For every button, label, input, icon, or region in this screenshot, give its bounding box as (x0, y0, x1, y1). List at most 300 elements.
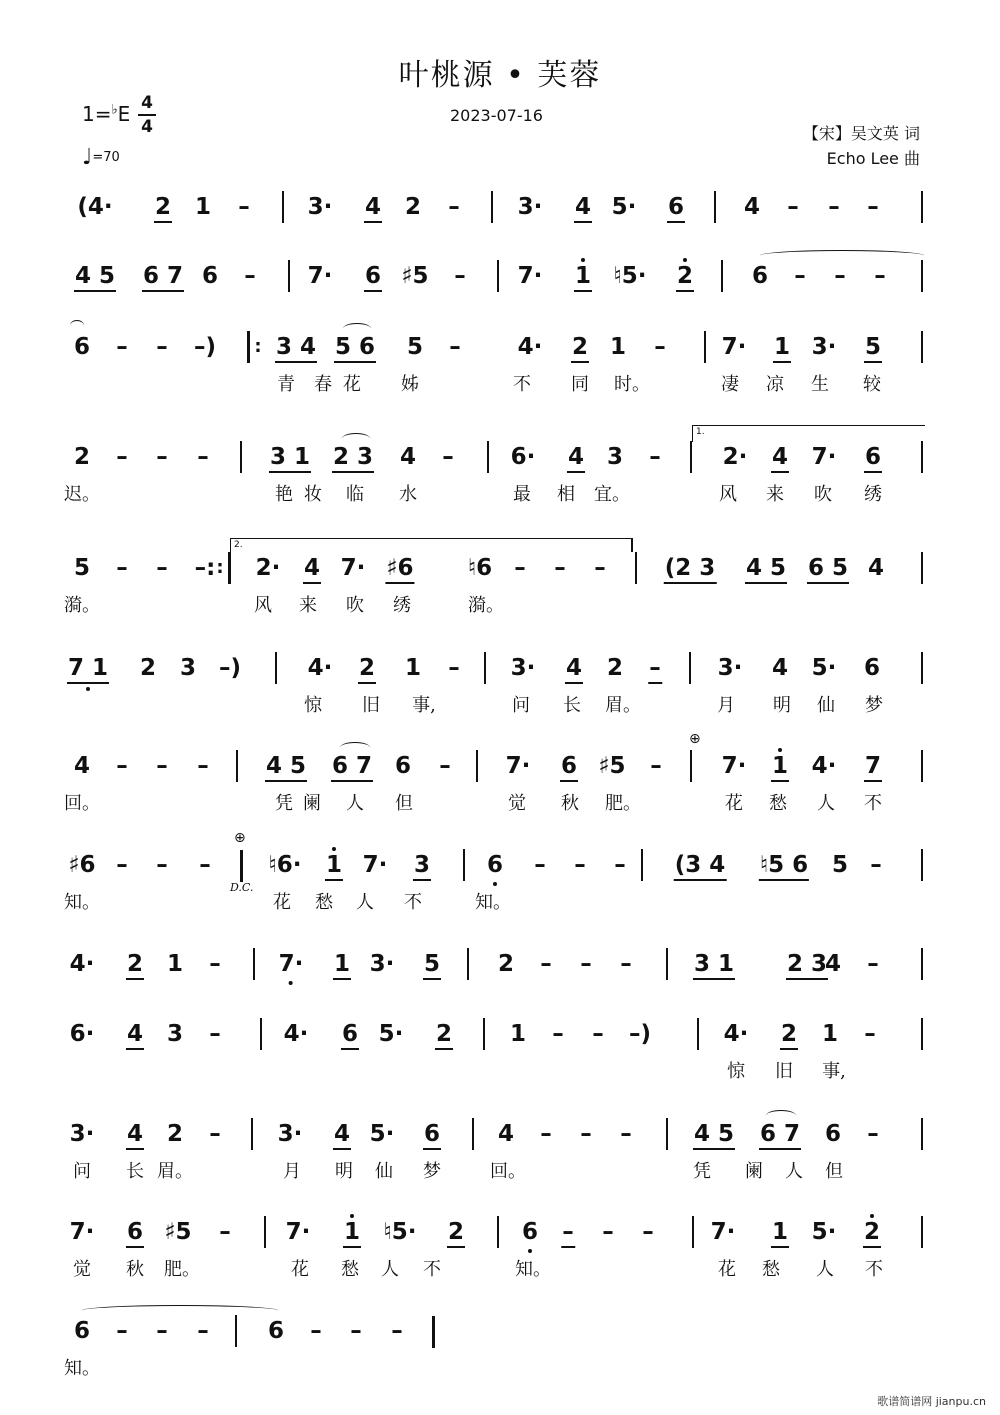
bar-line (921, 1216, 923, 1248)
volta-1 (692, 425, 925, 442)
tempo-marking (82, 145, 120, 170)
lyric-char: 生 (811, 374, 829, 395)
bar-line (690, 750, 692, 782)
lyric-char: 不 (864, 793, 882, 814)
lyric-char: 同 (571, 374, 589, 395)
note: ♯5 (598, 753, 626, 779)
key-label: 1= (82, 102, 112, 126)
note: 4 (126, 1121, 144, 1147)
bar-line (921, 750, 923, 782)
note: – (592, 1021, 604, 1047)
note: –) (628, 1021, 652, 1047)
note: 1 (325, 852, 343, 878)
bar-line (235, 1315, 237, 1347)
note: 4 (126, 1021, 144, 1047)
note: 7· (710, 1219, 736, 1245)
bar-line (921, 260, 923, 292)
lyric-char: 花 (291, 1259, 309, 1280)
note: 6 (126, 1219, 144, 1245)
lyric-char: 人 (816, 1259, 834, 1280)
lyric-char: 人 (346, 793, 364, 814)
note: 4· (811, 753, 837, 779)
note: – (562, 1219, 574, 1245)
note: 3· (307, 194, 333, 220)
flat-sign: ♭ (111, 102, 118, 118)
lyric-char: 人 (817, 793, 835, 814)
lyric-char: 人 (381, 1259, 399, 1280)
bar-line (697, 1018, 699, 1050)
bar-line (714, 191, 716, 223)
note: – (614, 852, 626, 878)
lyric-char: 青 (277, 374, 295, 395)
lyric-char: 人 (356, 892, 374, 913)
lyric-char: 漪。 (64, 595, 100, 616)
lyric-char: 绣 (393, 595, 411, 616)
note: 2 (863, 1219, 881, 1245)
note: 4 (824, 951, 842, 977)
note: –) (218, 655, 242, 681)
double-bar (240, 850, 243, 882)
note: – (540, 1121, 552, 1147)
note: 6 (751, 263, 769, 289)
lyric-char: 较 (863, 374, 881, 395)
note: – (580, 951, 592, 977)
note: 7· (517, 263, 543, 289)
note: 4 5 (265, 753, 307, 779)
note: – (156, 753, 168, 779)
bar-line (921, 1118, 923, 1150)
lyric-char: 眉。 (157, 1161, 193, 1182)
lyric-char: 临 (346, 484, 364, 505)
note: 6 (73, 1318, 91, 1344)
note: 2 (497, 951, 515, 977)
note: – (350, 1318, 362, 1344)
lyric-char: 长 (563, 695, 581, 716)
bar-line (704, 331, 706, 363)
note: 6 7 (759, 1121, 801, 1147)
note: 4 (867, 555, 885, 581)
lyric-char: 知。 (64, 1358, 100, 1379)
note: – (197, 753, 209, 779)
note: – (834, 263, 846, 289)
tempo-value: =70 (92, 150, 120, 165)
note: 6 (560, 753, 578, 779)
lyric-char: 来 (299, 595, 317, 616)
note: – (552, 1021, 564, 1047)
note: 7· (307, 263, 333, 289)
note: – (870, 852, 882, 878)
volta-2-label: 2. (234, 540, 243, 550)
note: – (156, 555, 168, 581)
bar-line (472, 1118, 474, 1150)
note: 5 (864, 334, 882, 360)
lyric-char: 时。 (614, 374, 650, 395)
lyric-char: 知。 (515, 1259, 551, 1280)
date-label: 2023-07-16 (450, 106, 543, 125)
note: – (156, 334, 168, 360)
tie (70, 320, 84, 331)
bar-line (264, 1216, 266, 1248)
note: – (574, 852, 586, 878)
lyric-char: 愁 (762, 1259, 780, 1280)
note: 3 4 (275, 334, 317, 360)
note: 7· (285, 1219, 311, 1245)
note: 4· (69, 951, 95, 977)
note: – (448, 194, 460, 220)
note: – (238, 194, 250, 220)
bar-line (689, 652, 691, 684)
note: – (116, 1318, 128, 1344)
note: – (442, 444, 454, 470)
bar-line (282, 191, 284, 223)
note: (2 3 (664, 555, 716, 581)
note: – (787, 194, 799, 220)
lyric-char: 阑 (303, 793, 321, 814)
bar-line (463, 849, 465, 881)
bar-line (251, 1118, 253, 1150)
note: 2 3 (332, 444, 374, 470)
bar-line (484, 652, 486, 684)
note: ♯5 (164, 1219, 192, 1245)
note: 7· (505, 753, 531, 779)
lyric-char: 梦 (865, 695, 883, 716)
bar-line (253, 948, 255, 980)
note: 3· (717, 655, 743, 681)
lyric-char: 相 (557, 484, 575, 505)
bar-line (921, 849, 923, 881)
lyric-char: 妆 (304, 484, 322, 505)
lyric-char: 回。 (490, 1161, 526, 1182)
final-bar (432, 1316, 435, 1348)
lyric-char: 问 (512, 695, 530, 716)
lyric-char: 阑 (745, 1161, 763, 1182)
note: – (620, 1121, 632, 1147)
note: ♮5· (613, 263, 647, 289)
note: – (156, 852, 168, 878)
note: 4 (567, 444, 585, 470)
lyric-char: 惊 (304, 695, 322, 716)
note: 7 1 (67, 655, 109, 681)
lyric-char: 梦 (423, 1161, 441, 1182)
note: – (209, 1121, 221, 1147)
lyric-char: 吹 (346, 595, 364, 616)
note: – (116, 555, 128, 581)
note: 6 (864, 444, 882, 470)
note: 7· (340, 555, 366, 581)
note: – (514, 555, 526, 581)
note: 6 (73, 334, 91, 360)
note: 5· (611, 194, 637, 220)
time-top: 4 (141, 93, 153, 113)
note: 5· (811, 1219, 837, 1245)
lyric-char: 仙 (817, 695, 835, 716)
note: 4 (73, 753, 91, 779)
note: 6 5 (807, 555, 849, 581)
bar-line (641, 849, 643, 881)
watermark: 歌谱简谱网 jianpu.cn (877, 1395, 986, 1408)
note: 6 (394, 753, 412, 779)
note: 6 7 (331, 753, 373, 779)
lyric-char: 觉 (508, 793, 526, 814)
bar-line (288, 260, 290, 292)
note: 3· (517, 194, 543, 220)
lyric-char: 旧 (362, 695, 380, 716)
lyric-char: 凭 (693, 1161, 711, 1182)
key-signature (82, 102, 130, 126)
note: 3· (69, 1121, 95, 1147)
note: 3 (413, 852, 431, 878)
bar-line (666, 948, 668, 980)
note: – (554, 555, 566, 581)
note: – (209, 1021, 221, 1047)
note: 4· (723, 1021, 749, 1047)
note: 2 (73, 444, 91, 470)
tie (760, 250, 924, 261)
lyric-char: 凭 (275, 793, 293, 814)
note: 2 (676, 263, 694, 289)
note: – (244, 263, 256, 289)
note: 1 (821, 1021, 839, 1047)
lyric-char: 花 (343, 374, 361, 395)
volta-end (631, 538, 633, 552)
note: 4 5 (693, 1121, 735, 1147)
bar-line (721, 260, 723, 292)
lyric-char: 人 (785, 1161, 803, 1182)
lyric-char: 知。 (64, 892, 100, 913)
note: 6 (341, 1021, 359, 1047)
lyric-char: 长 (126, 1161, 144, 1182)
note: – (602, 1219, 614, 1245)
note: 2 (126, 951, 144, 977)
note: 2 (404, 194, 422, 220)
note: – (794, 263, 806, 289)
note: 7· (721, 753, 747, 779)
note: 5· (369, 1121, 395, 1147)
note: ♮5· (383, 1219, 417, 1245)
note: 7· (811, 444, 837, 470)
note: 4 (399, 444, 417, 470)
note: 1 (773, 334, 791, 360)
lyric-char: 水 (399, 484, 417, 505)
lyric-char: 凉 (766, 374, 784, 395)
note: – (650, 753, 662, 779)
note: 2· (255, 555, 281, 581)
lyric-char: 迟。 (64, 484, 100, 505)
note: 3· (811, 334, 837, 360)
lyric-char: 仙 (375, 1161, 393, 1182)
note: 6· (69, 1021, 95, 1047)
note: ♮6 (467, 555, 493, 581)
lyric-char: 问 (73, 1161, 91, 1182)
lyric-char: 旧 (775, 1061, 793, 1082)
note: – (867, 951, 879, 977)
note: 3 (606, 444, 624, 470)
bar-line (635, 552, 637, 584)
note: 4 (771, 444, 789, 470)
lyric-char: 姊 (401, 374, 419, 395)
note: – (391, 1318, 403, 1344)
note: – (156, 1318, 168, 1344)
lyric-char: 不 (865, 1259, 883, 1280)
note: 2· (722, 444, 748, 470)
note: – (199, 852, 211, 878)
note: – (594, 555, 606, 581)
note: 5 6 (334, 334, 376, 360)
note: 4 (497, 1121, 515, 1147)
note: ♮5 6 (759, 852, 809, 878)
lyric-char: 愁 (769, 793, 787, 814)
lyric-char: 愁 (341, 1259, 359, 1280)
lyric-char: 惊 (727, 1061, 745, 1082)
bar-line (260, 1018, 262, 1050)
note: – (209, 951, 221, 977)
note: ♯6 (386, 555, 414, 581)
note: 2 (154, 194, 172, 220)
composer-credit: Echo Lee 曲 (826, 149, 920, 168)
note: 5 (831, 852, 849, 878)
note: 2 (780, 1021, 798, 1047)
bar-line (692, 1216, 694, 1248)
lyric-char: 月 (283, 1161, 301, 1182)
note: – (534, 852, 546, 878)
note: 2 (139, 655, 157, 681)
note: – (454, 263, 466, 289)
note: 1 (574, 263, 592, 289)
note: 3· (369, 951, 395, 977)
lyric-char: 不 (513, 374, 531, 395)
note: – (310, 1318, 322, 1344)
lyric-char: 知。 (475, 892, 511, 913)
bar-line (497, 1216, 499, 1248)
note: – (649, 444, 661, 470)
lyric-char: 眉。 (605, 695, 641, 716)
note: 6 (667, 194, 685, 220)
bar-line (476, 750, 478, 782)
note: 3 (179, 655, 197, 681)
note: 6 (423, 1121, 441, 1147)
note: 6 (267, 1318, 285, 1344)
page-title: 叶桃源 • 芙蓉 (398, 58, 602, 93)
note: 6 (863, 655, 881, 681)
lyric-char: 秋 (126, 1259, 144, 1280)
note: – (448, 655, 460, 681)
bar-line (491, 191, 493, 223)
lyric-char: 肥。 (164, 1259, 200, 1280)
note: – (116, 852, 128, 878)
repeat-end-bar (228, 552, 231, 584)
coda-icon: ⊕ (689, 731, 701, 747)
lyric-char: 但 (395, 793, 413, 814)
bar-line (497, 260, 499, 292)
note: – (580, 1121, 592, 1147)
lyric-char: 宜。 (594, 484, 630, 505)
lyricist-credit: 【宋】吴文英 词 (802, 124, 920, 143)
note: – (828, 194, 840, 220)
dc-mark: D.C. (230, 881, 254, 894)
note: 4· (517, 334, 543, 360)
bar-line (467, 948, 469, 980)
slur (766, 1110, 796, 1121)
note: 7· (362, 852, 388, 878)
note: 1 (166, 951, 184, 977)
lyric-char: 花 (725, 793, 743, 814)
repeat-dots: : (254, 336, 262, 357)
slur (343, 323, 371, 334)
key-note: E (117, 102, 131, 126)
note: 2 3 (786, 951, 828, 977)
lyric-char: 艳 (275, 484, 293, 505)
bar-line (275, 652, 277, 684)
note: 4 (303, 555, 321, 581)
note: ♮6· (268, 852, 302, 878)
note: 1 (771, 753, 789, 779)
note: 4 5 (745, 555, 787, 581)
note: 7· (69, 1219, 95, 1245)
bar-line (921, 652, 923, 684)
note: – (197, 1318, 209, 1344)
note: 3 (166, 1021, 184, 1047)
note: 7· (721, 334, 747, 360)
note: 5 (406, 334, 424, 360)
note: 4 5 (74, 263, 116, 289)
note: – (116, 444, 128, 470)
lyric-char: 觉 (73, 1259, 91, 1280)
lyric-char: 花 (273, 892, 291, 913)
note: 4· (307, 655, 333, 681)
note: 2 (166, 1121, 184, 1147)
bar-line (483, 1018, 485, 1050)
note: 1 (333, 951, 351, 977)
lyric-char: 回。 (64, 793, 100, 814)
note: – (439, 753, 451, 779)
note: 2 (571, 334, 589, 360)
lyric-char: 花 (718, 1259, 736, 1280)
bar-line (921, 1018, 923, 1050)
bar-line (921, 331, 923, 363)
lyric-char: 事, (412, 695, 436, 716)
note: (4· (77, 194, 113, 220)
note: – (874, 263, 886, 289)
note: 6 (521, 1219, 539, 1245)
note: ♯6 (68, 852, 96, 878)
note: 2 (606, 655, 624, 681)
note: 2 (358, 655, 376, 681)
note: – (156, 444, 168, 470)
bar-line (666, 1118, 668, 1150)
lyric-char: 凄 (721, 374, 739, 395)
note: 3 1 (269, 444, 311, 470)
note: 5 (423, 951, 441, 977)
note: 7· (278, 951, 304, 977)
note: 6· (510, 444, 536, 470)
bar-line (921, 441, 923, 473)
lyric-char: 吹 (814, 484, 832, 505)
note: – (116, 753, 128, 779)
lyric-char: 月 (717, 695, 735, 716)
tie (82, 1305, 278, 1316)
volta-2 (230, 538, 633, 555)
lyric-char: 风 (254, 595, 272, 616)
quarter-note-icon: ♩ (82, 145, 93, 170)
coda-icon: ⊕ (234, 830, 246, 846)
lyric-char: 漪。 (468, 595, 504, 616)
note: 4 (743, 194, 761, 220)
note: 6 (486, 852, 504, 878)
note: 3 1 (693, 951, 735, 977)
bar-line (921, 948, 923, 980)
note: – (449, 334, 461, 360)
lyric-char: 来 (766, 484, 784, 505)
